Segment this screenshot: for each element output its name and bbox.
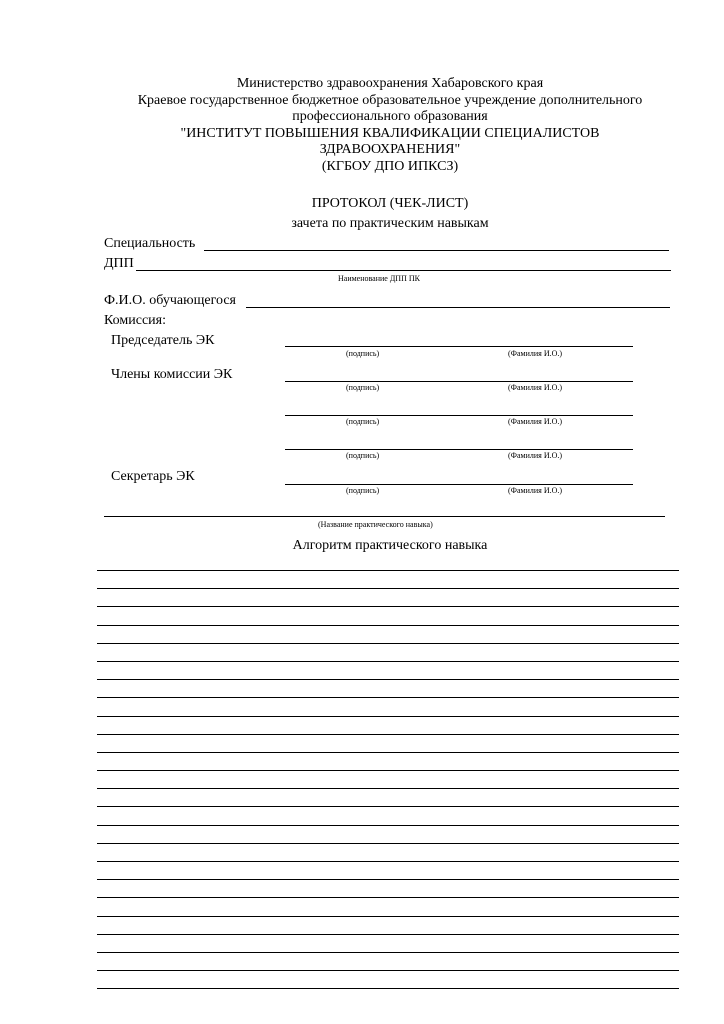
algorithm-blank-line[interactable] — [97, 788, 679, 789]
algorithm-blank-line[interactable] — [97, 952, 679, 953]
protocol-title: ПРОТОКОЛ (ЧЕК-ЛИСТ) — [311, 196, 469, 211]
fio-label: Ф.И.О. обучающегося — [104, 293, 236, 308]
fio-input-line[interactable] — [246, 307, 670, 308]
algorithm-blank-line[interactable] — [97, 734, 679, 735]
algorithm-blank-line[interactable] — [97, 988, 679, 989]
member3-name-caption: (Фамилия И.О.) — [508, 451, 563, 460]
algorithm-blank-line[interactable] — [97, 752, 679, 753]
member2-name-caption: (Фамилия И.О.) — [508, 417, 563, 426]
chair-label: Председатель ЭК — [111, 333, 215, 348]
algorithm-blank-line[interactable] — [97, 606, 679, 607]
algorithm-blank-line[interactable] — [97, 916, 679, 917]
dpp-label: ДПП — [104, 256, 134, 271]
chair-signature-line[interactable] — [285, 346, 633, 347]
algorithm-blank-line[interactable] — [97, 679, 679, 680]
algorithm-blank-line[interactable] — [97, 625, 679, 626]
institution-type-line1: Краевое государственное бюджетное образовательное учреждение дополнительного — [137, 92, 643, 108]
institution-abbreviation: (КГБОУ ДПО ИПКСЗ) — [321, 158, 459, 174]
algorithm-blank-line[interactable] — [97, 716, 679, 717]
skill-name-caption: (Название практического навыка) — [318, 520, 433, 529]
secretary-label: Секретарь ЭК — [111, 469, 195, 484]
institution-name-line1: "ИНСТИТУТ ПОВЫШЕНИЯ КВАЛИФИКАЦИИ СПЕЦИАЛИСТОВ — [180, 125, 600, 141]
member1-name-caption: (Фамилия И.О.) — [508, 383, 563, 392]
commission-label: Комиссия: — [104, 313, 166, 328]
algorithm-blank-line[interactable] — [97, 570, 679, 571]
institution-header — [60, 76, 720, 175]
algorithm-blank-line[interactable] — [97, 643, 679, 644]
institution-name-line2: ЗДРАВООХРАНЕНИЯ" — [319, 142, 461, 157]
algorithm-blank-line[interactable] — [97, 770, 679, 771]
algorithm-blank-line[interactable] — [97, 879, 679, 880]
protocol-subtitle: зачета по практическим навыкам — [291, 216, 489, 231]
specialty-input-line[interactable] — [204, 250, 669, 251]
algorithm-blank-line[interactable] — [97, 697, 679, 698]
institution-type-line2: профессионального образования — [292, 109, 488, 124]
dpp-caption: Наименование ДПП ПК — [338, 274, 420, 283]
secretary-signature-caption: (подпись) — [346, 486, 380, 495]
chair-signature-caption: (подпись) — [346, 349, 380, 358]
algorithm-blank-line[interactable] — [97, 588, 679, 589]
algorithm-blank-line[interactable] — [97, 806, 679, 807]
algorithm-blank-line[interactable] — [97, 861, 679, 862]
member2-signature-caption: (подпись) — [346, 417, 380, 426]
algorithm-title: Алгоритм практического навыка — [292, 538, 488, 553]
member1-signature-line[interactable] — [285, 381, 633, 382]
ministry-name: Министерство здравоохранения Хабаровского края — [236, 76, 544, 91]
algorithm-blank-line[interactable] — [97, 825, 679, 826]
algorithm-lines — [97, 570, 679, 1007]
member2-signature-line[interactable] — [285, 415, 633, 416]
dpp-input-line[interactable] — [136, 270, 671, 271]
chair-name-caption: (Фамилия И.О.) — [508, 349, 563, 358]
members-label: Члены комиссии ЭК — [111, 367, 233, 382]
algorithm-blank-line[interactable] — [97, 934, 679, 935]
specialty-label: Специальность — [104, 236, 196, 251]
algorithm-blank-line[interactable] — [97, 970, 679, 971]
member1-signature-caption: (подпись) — [346, 383, 380, 392]
secretary-name-caption: (Фамилия И.О.) — [508, 486, 563, 495]
member3-signature-caption: (подпись) — [346, 451, 380, 460]
secretary-signature-line[interactable] — [285, 484, 633, 485]
algorithm-blank-line[interactable] — [97, 897, 679, 898]
algorithm-blank-line[interactable] — [97, 661, 679, 662]
skill-name-line[interactable] — [104, 516, 665, 517]
algorithm-blank-line[interactable] — [97, 843, 679, 844]
member3-signature-line[interactable] — [285, 449, 633, 450]
